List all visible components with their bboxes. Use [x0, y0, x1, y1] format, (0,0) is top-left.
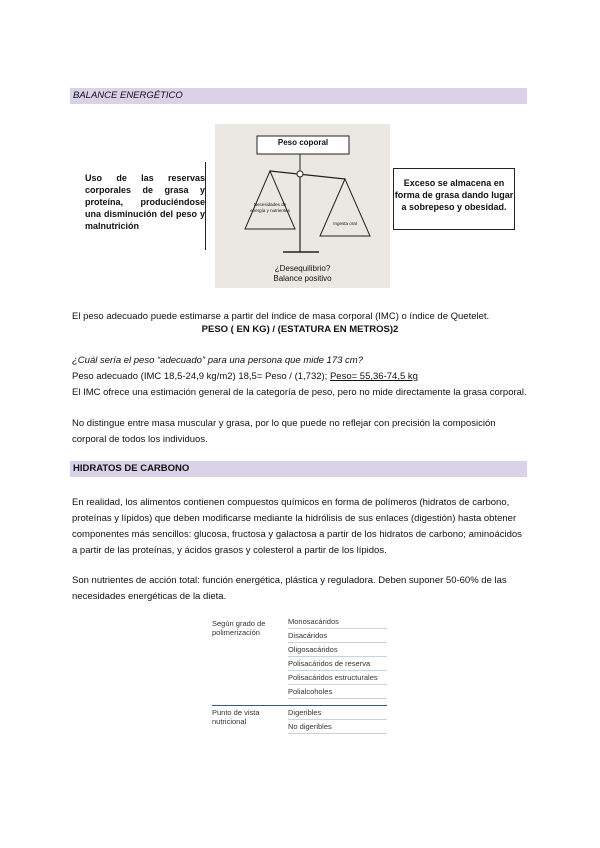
scale-title: Peso coporal	[277, 138, 329, 147]
list-item: Oligosacáridos	[288, 643, 387, 657]
imc-note-1: El IMC ofrece una estimación general de la categoría de peso, pero no mide directamente la grasa corporal.	[72, 387, 527, 398]
list-item: Polisacáridos estructurales	[288, 671, 387, 685]
list-item: Polialcoholes	[288, 685, 387, 699]
scale-diagram	[215, 124, 390, 288]
scale-caption	[215, 264, 390, 284]
scale-caption-line2: Balance positivo	[273, 274, 332, 283]
list-item: Disacáridos	[288, 629, 387, 643]
hc-paragraph-1: En realidad, los alimentos contienen compuestos químicos en forma de polímeros (hidratos de carbono, proteínas y lípidos) que deben modificarse mediante la hidrólisis de sus enlaces (digestión) hasta obtener componentes más sencillos: glucosa, fructosa y galactosa a partir de los hidratos de carbono; aminoácidos a partir de las proteínas, y ácidos grasos y colesterol a partir de los lípidos.	[72, 497, 522, 556]
diagram-left-text: Uso de las reservas corporales de grasa y proteína, produciéndose una disminución del peso y malnutrición	[85, 173, 205, 231]
section-title: BALANCE ENERGÉTICO	[73, 90, 183, 101]
section-header-balance	[70, 88, 527, 104]
imc-calc	[72, 369, 528, 385]
right-pan-label: Ingesta oral	[333, 221, 357, 226]
list-item: Digeribles	[288, 706, 387, 720]
divider-line	[205, 162, 206, 250]
section-title: HIDRATOS DE CARBONO	[73, 463, 190, 474]
section-header-hidratos	[70, 461, 527, 477]
imc-question: ¿Cuál sería el peso “adecuado” para una persona que mide 173 cm?	[72, 355, 363, 366]
group1-list	[288, 615, 387, 699]
left-pan-label: Necesidades de energía y nutrientes	[250, 202, 290, 213]
group2-list	[288, 706, 387, 734]
group1-label: Según grado de polimerización	[212, 619, 266, 637]
list-item: Polisacáridos de reserva	[288, 657, 387, 671]
imc-calc-result: Peso= 55,36-74,5 kg	[329, 371, 418, 382]
imc-intro: El peso adecuado puede estimarse a partir del índice de masa corporal (IMC) o índice de Quetelet.	[72, 311, 490, 322]
diagram-right-text: Exceso se almacena en forma de grasa dando lugar a sobrepeso y obesidad.	[393, 168, 515, 230]
scale-caption-line1: ¿Desequilibrio?	[274, 264, 331, 273]
list-item: No digeribles	[288, 720, 387, 734]
list-item: Monosacáridos	[288, 615, 387, 629]
imc-calc-prefix: Peso adecuado (IMC 18,5-24,9 kg/m2) 18,5= Peso / (1,732);	[72, 371, 328, 382]
imc-formula: PESO ( EN KG) / (ESTATURA EN METROS)2	[201, 324, 399, 335]
imc-note-2: No distingue entre masa muscular y grasa, por lo que puede no reflejar con precisión la composición corporal de todos los individuos.	[72, 418, 496, 445]
group2-label: Punto de vista nutricional	[212, 708, 260, 726]
hc-paragraph-2: Son nutrientes de acción total: función energética, plástica y reguladora. Deben suponer 50-60% de las necesidades energéticas de la dieta.	[72, 575, 507, 602]
